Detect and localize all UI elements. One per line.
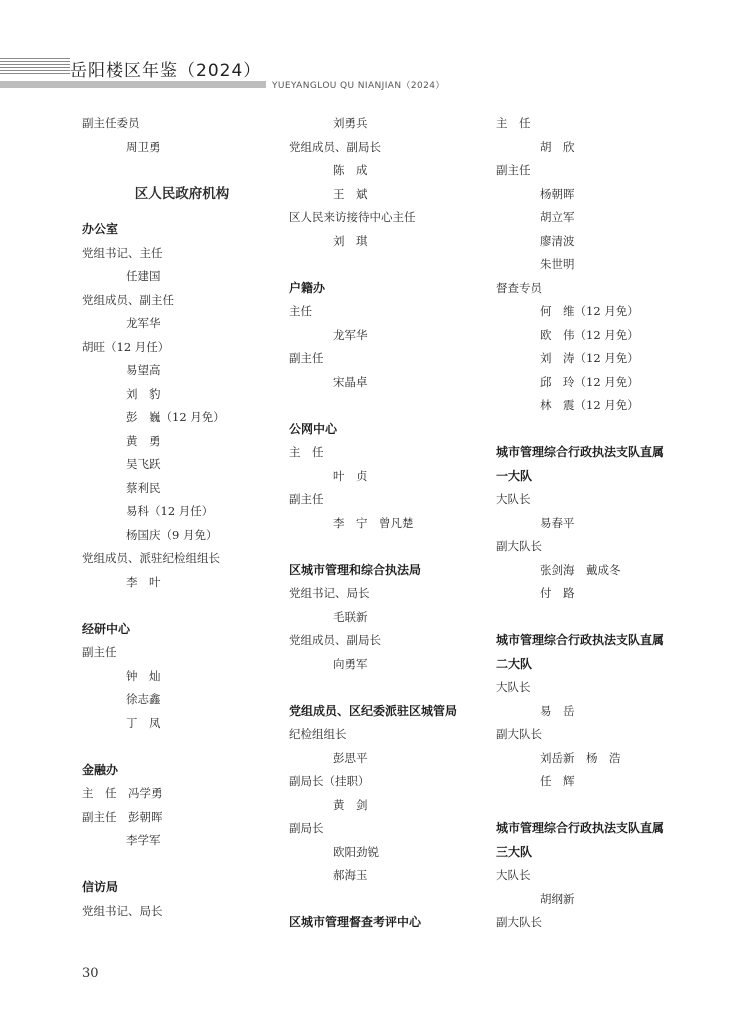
role-label: 主任 bbox=[289, 304, 312, 318]
person-name: 胡 欣 bbox=[540, 139, 575, 154]
section-heading: 户籍办 bbox=[289, 280, 326, 295]
role-label: 副大队长 bbox=[496, 539, 542, 553]
spacer bbox=[289, 253, 489, 277]
section-heading: 一大队 bbox=[496, 468, 533, 483]
section-heading: 区城市管理和综合执法局 bbox=[289, 562, 422, 577]
person-name: 丁 凤 bbox=[126, 715, 161, 730]
person-name: 任建国 bbox=[126, 269, 161, 283]
person-name: 刘 豹 bbox=[126, 386, 161, 401]
role-label: 胡旺（12 月任） bbox=[82, 339, 170, 354]
person-name: 王 斌 bbox=[333, 186, 368, 201]
text-column-right bbox=[496, 112, 706, 935]
role-label: 主 任 冯学勇 bbox=[82, 786, 163, 800]
header-decoration-lines bbox=[0, 58, 70, 78]
person-name: 胡纲新 bbox=[540, 891, 575, 906]
section-heading: 公网中心 bbox=[289, 421, 338, 436]
role-label: 党组书记、主任 bbox=[82, 245, 163, 260]
person-name: 郝海玉 bbox=[333, 868, 368, 882]
yearbook-title: 岳阳楼区年鉴（2024） bbox=[70, 61, 262, 81]
person-name: 叶 贞 bbox=[333, 468, 368, 483]
person-name: 蔡利民 bbox=[126, 480, 161, 495]
spacer bbox=[289, 394, 489, 418]
spacer bbox=[496, 606, 706, 630]
person-name: 易科（12 月任） bbox=[126, 504, 214, 518]
person-name: 易望高 bbox=[126, 363, 161, 377]
person-name: 胡立军 bbox=[540, 210, 575, 224]
section-heading: 城市管理综合行政执法支队直属 bbox=[496, 821, 665, 835]
role-label: 督查专员 bbox=[496, 280, 542, 295]
text-column-left bbox=[82, 112, 282, 923]
spacer bbox=[82, 206, 282, 218]
person-name: 廖清波 bbox=[540, 233, 575, 248]
role-label: 主 任 bbox=[496, 116, 531, 130]
person-name: 周卫勇 bbox=[126, 139, 161, 154]
text-column-middle bbox=[289, 112, 489, 935]
section-heading: 二大队 bbox=[496, 656, 533, 671]
yearbook-subtitle: YUEYANGLOU QU NIANJIAN（2024） bbox=[272, 81, 445, 91]
role-label: 大队长 bbox=[496, 680, 531, 694]
person-name: 易 岳 bbox=[540, 703, 575, 718]
section-heading: 金融办 bbox=[82, 762, 119, 777]
person-name: 杨朝晖 bbox=[540, 186, 575, 201]
role-label: 主 任 bbox=[289, 445, 324, 459]
person-name: 陈 成 bbox=[333, 163, 368, 177]
person-name: 黄 勇 bbox=[126, 433, 161, 448]
spacer bbox=[289, 676, 489, 700]
role-label: 纪检组组长 bbox=[289, 727, 347, 741]
spacer bbox=[496, 794, 706, 818]
role-label: 副大队长 bbox=[496, 727, 542, 741]
person-name: 刘 涛（12 月免） bbox=[540, 351, 639, 365]
page-number: 30 bbox=[82, 966, 99, 981]
person-name: 毛联新 bbox=[333, 609, 368, 624]
person-name: 朱世明 bbox=[540, 257, 575, 271]
section-heading: 党组成员、区纪委派驻区城管局 bbox=[289, 703, 458, 718]
person-name: 李 叶 bbox=[126, 574, 161, 589]
person-name: 吴飞跃 bbox=[126, 457, 161, 471]
person-name: 任 辉 bbox=[540, 774, 575, 788]
role-label: 副局长（挂职） bbox=[289, 774, 370, 788]
role-label: 党组成员、副主任 bbox=[82, 292, 174, 307]
role-label: 副主任委员 bbox=[82, 116, 140, 130]
person-name: 邱 玲（12 月免） bbox=[540, 374, 639, 389]
role-label: 副大队长 bbox=[496, 915, 542, 929]
person-name: 黄 剑 bbox=[333, 797, 368, 812]
person-name: 杨国庆（9 月免） bbox=[126, 527, 218, 542]
role-label: 副主任 bbox=[82, 645, 117, 659]
person-name: 刘岳新 杨 浩 bbox=[540, 750, 621, 765]
role-label: 副主任 bbox=[289, 351, 324, 365]
section-heading: 区城市管理督查考评中心 bbox=[289, 915, 422, 929]
person-name: 钟 灿 bbox=[126, 668, 161, 683]
role-label: 副主任 bbox=[289, 492, 324, 506]
section-heading: 办公室 bbox=[82, 222, 119, 236]
role-label: 党组成员、派驻纪检组组长 bbox=[82, 551, 220, 565]
role-label: 副主任 bbox=[496, 163, 531, 177]
section-heading: 城市管理综合行政执法支队直属 bbox=[496, 633, 665, 647]
person-name: 刘勇兵 bbox=[333, 116, 368, 130]
person-name: 宋晶卓 bbox=[333, 374, 368, 389]
person-name: 李 宁 曾凡楚 bbox=[333, 515, 414, 530]
role-label: 党组书记、局长 bbox=[289, 586, 370, 600]
role-label: 大队长 bbox=[496, 868, 531, 882]
role-label: 副局长 bbox=[289, 821, 324, 835]
role-label: 大队长 bbox=[496, 492, 531, 506]
spacer bbox=[289, 535, 489, 559]
person-name: 张剑海 戴成冬 bbox=[540, 562, 621, 577]
person-name: 龙军华 bbox=[333, 327, 368, 342]
person-name: 林 震（12 月免） bbox=[540, 398, 639, 412]
role-label: 党组成员、副局长 bbox=[289, 139, 381, 154]
person-name: 何 维（12 月免） bbox=[540, 304, 639, 318]
person-name: 彭 巍（12 月免） bbox=[126, 410, 225, 424]
spacer bbox=[289, 888, 489, 912]
header-grey-bar bbox=[0, 81, 266, 88]
spacer bbox=[496, 418, 706, 442]
person-name: 易春平 bbox=[540, 515, 575, 530]
role-label: 党组书记、局长 bbox=[82, 903, 163, 918]
spacer bbox=[82, 159, 282, 183]
section-heading: 城市管理综合行政执法支队直属 bbox=[496, 445, 665, 459]
spacer bbox=[82, 853, 282, 877]
section-heading: 三大队 bbox=[496, 844, 533, 859]
role-label: 副主任 彭朝晖 bbox=[82, 809, 163, 824]
person-name: 向勇军 bbox=[333, 656, 368, 671]
spacer bbox=[82, 594, 282, 618]
chapter-heading: 区人民政府机构 bbox=[134, 185, 230, 202]
role-label: 党组成员、副局长 bbox=[289, 633, 381, 647]
person-name: 欧 伟（12 月免） bbox=[540, 327, 639, 342]
section-heading: 信访局 bbox=[82, 880, 119, 894]
person-name: 刘 琪 bbox=[333, 233, 368, 248]
section-heading: 经研中心 bbox=[82, 621, 131, 636]
person-name: 欧阳劲锐 bbox=[333, 844, 379, 859]
person-name: 徐志鑫 bbox=[126, 692, 161, 706]
role-label: 区人民来访接待中心主任 bbox=[289, 210, 416, 224]
person-name: 付 路 bbox=[540, 586, 575, 600]
person-name: 彭思平 bbox=[333, 750, 368, 765]
person-name: 李学军 bbox=[126, 833, 161, 847]
spacer bbox=[82, 735, 282, 759]
person-name: 龙军华 bbox=[126, 316, 161, 330]
